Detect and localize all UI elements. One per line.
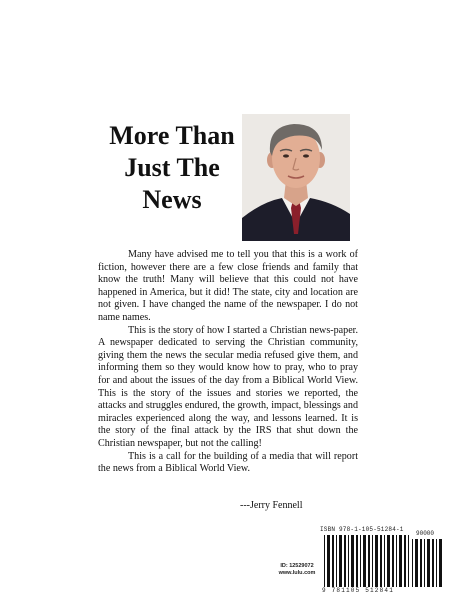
barcode-bar — [387, 535, 390, 587]
barcode-bar — [408, 535, 409, 587]
isbn-barcode — [324, 535, 410, 587]
barcode-bar — [356, 535, 358, 587]
blurb — [98, 249, 358, 476]
barcode-bar — [412, 539, 413, 587]
blurb-paragraph-3: This is a call for the building of a media that will report the news from a Biblical World View. — [98, 450, 358, 475]
barcode-bar — [380, 535, 382, 587]
barcode-bar — [432, 539, 434, 587]
lulu-url: www.lulu.com — [278, 570, 316, 576]
publisher-id — [274, 563, 320, 577]
barcode-bar — [439, 539, 442, 587]
barcode-bar — [339, 535, 342, 587]
barcode-bar — [436, 539, 437, 587]
barcode-bar — [415, 539, 418, 587]
barcode-bar — [360, 535, 361, 587]
barcode-bar — [372, 535, 373, 587]
barcode-bar — [332, 535, 334, 587]
barcode-bar — [363, 535, 366, 587]
barcode-bar — [348, 535, 349, 587]
title-line-3: News — [142, 185, 202, 214]
barcode-bar — [396, 535, 397, 587]
barcode-bar — [324, 535, 325, 587]
barcode-bar — [384, 535, 385, 587]
barcode-digits: 9 781105 512841 — [322, 587, 395, 594]
lulu-id: ID: 12529072 — [280, 563, 314, 569]
blurb-paragraph-2: This is the story of how I started a Christian news-paper. A newspaper dedicated to serving the Christian community, giving them the news the secular media refused give them, and informing them so they would know how to pray, who to pray for and about the issues of the day from a Biblical World View. This is the story of the issues and stories we reported, the attacks and struggles endured, the growth, impact, blessings and miracles experienced along the way, and lessons learned. It is the story of the final attack by the IRS that shut down the Christian newspaper, but not the calling! — [98, 324, 358, 449]
barcode-bar — [427, 539, 430, 587]
barcode-block — [236, 526, 446, 596]
blurb-paragraph-1: Many have advised me to tell you that this is a work of fiction, however there are a few close friends and family that know the truth! Many will believe that this could not have happened in America, but it did! The state, city and location are not given. I have changed the name of the newspaper. I do not name names. — [98, 249, 358, 323]
barcode-bar — [327, 535, 330, 587]
barcode-bar — [375, 535, 378, 587]
isbn-label: ISBN 978-1-105-51284-1 — [320, 526, 404, 533]
barcode-bar — [351, 535, 354, 587]
title-line-2: Just The — [124, 153, 220, 182]
barcode-bar — [399, 535, 402, 587]
author-photo — [242, 114, 350, 241]
barcode-bar — [392, 535, 394, 587]
barcode-bar — [420, 539, 422, 587]
barcode-bar — [424, 539, 425, 587]
author-signature: ---Jerry Fennell — [240, 500, 303, 511]
barcode-bar — [344, 535, 346, 587]
price-barcode — [412, 539, 442, 587]
price-code: 90000 — [416, 530, 435, 537]
barcode-bar — [404, 535, 406, 587]
title-line-1: More Than — [109, 121, 235, 150]
book-title — [98, 120, 246, 216]
barcode-bar — [368, 535, 370, 587]
barcode-bar — [336, 535, 337, 587]
